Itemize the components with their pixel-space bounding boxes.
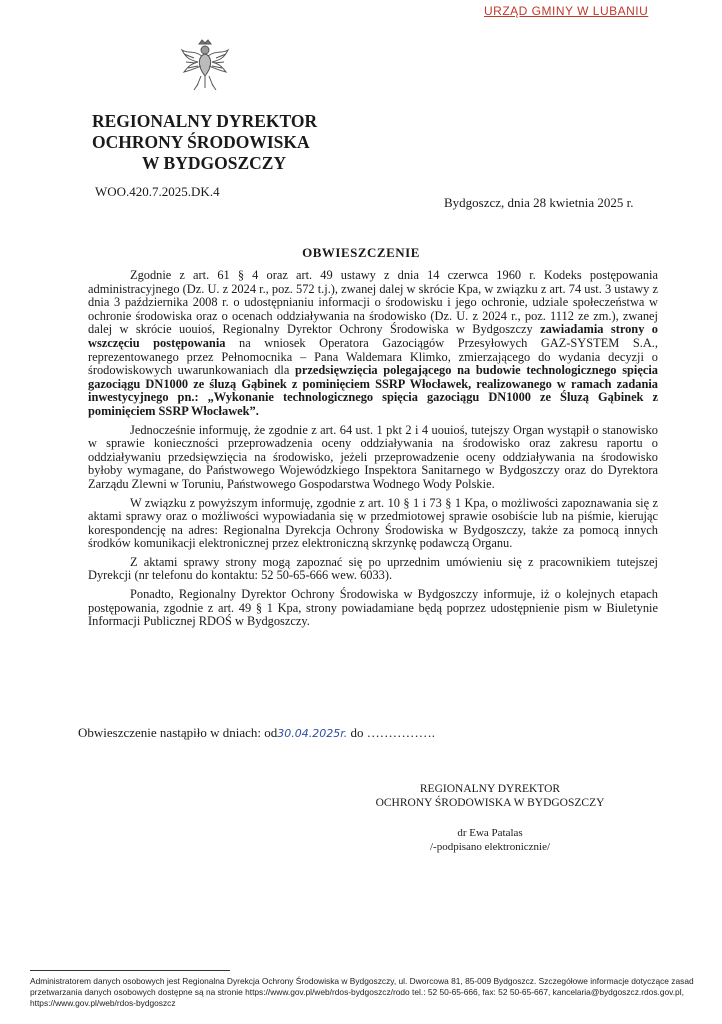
authority-header <box>92 111 317 174</box>
signer-details <box>360 826 620 854</box>
paragraph-2: Jednocześnie informuję, że zgodnie z art. 64 ust. 1 pkt 2 i 4 uouioś, tutejszy Organ wystąpił o stanowisko w sprawie konieczności przeprowadzenia oceny oddziaływania na środowisko oraz zakresu raportu o oddziaływaniu przedsięwzięcia na środowisko, jeżeli przeprowadzenie oceny oddziaływania na środowisko byłoby wymagane, do Państwowego Wojewódzkiego Inspektora Sanitarnego w Bydgoszczy oraz do Dyrektora Zarządu Zlewni w Toruniu, Państwowego Gospodarstwa Wodnego Wody Polskie. <box>88 422 658 491</box>
footer-privacy-note: Administratorem danych osobowych jest Regionalna Dyrekcja Ochrony Środowiska w Bydgoszczy, ul. Dworcowa 81, 85-009 Bydgoszcz. Szczegółowe informacje dotyczące zasad przetwarzania danych osobowych dostępne są na stronie https://www.gov.pl/web/rdos-bydgoszcz/rodo tel.: 52 50-65-666, fax: 52 50-65-667, kancelaria@bydgoszcz.rdos.gov.pl, https://www.gov.pl/web/rdos-bydgoszcz <box>30 976 694 1008</box>
paragraph-3: W związku z powyższym informuję, zgodnie z art. 10 § 1 i 73 § 1 Kpa, o możliwości zapoznawania się z aktami sprawy oraz o możliwości wypowiadania się w przedmiotowej sprawie osobiście lub na piśmie, kierując korespondencję na adres: Regionalna Dyrekcja Ochrony Środowiska w Bydgoszczy, także za pomocą innych środków komunikacji elektronicznej przez elektroniczną skrzynkę podawczą Organu. <box>88 495 658 551</box>
signer-name: dr Ewa Patalas <box>457 827 523 839</box>
footer-divider <box>30 970 230 971</box>
polish-eagle-emblem <box>180 38 230 94</box>
posting-from-date: 30.04.2025r. <box>277 727 348 740</box>
p1-bold-notice: zawiadamia strony o wszczęciu postępowania <box>88 322 658 350</box>
authority-line-1: REGIONALNY DYREKTOR <box>92 111 318 131</box>
p1-text-c: na wniosek Operatora Gazociągów Przesyłowych GAZ-SYSTEM S.A., reprezentowanego przez Pełnomocnika – Pana Waldemara Klimko, zmierzającego do wydania decyzji o środowiskowych uwarunkowaniach dla <box>88 335 658 378</box>
p1-text-a: Zgodnie z art. 61 § 4 oraz art. 49 ustawy z dnia 14 czerwca 1960 r. Kodeks postępowania administracyjnego (Dz. U. z 2024 r., poz. 572 t.j.), zwanej dalej w skrócie Kpa, w związku z art. 74 ust. 3 ustawy z dnia 3 października 2008 r. o udostępnianiu informacji o środowisku i jego ochronie, udziale społeczeństwa w ochronie środowiska oraz o ocenach oddziaływania na środowisko (Dz. U. z 2024 r., poz. 1112 ze zm.), zwanej dalej w skrócie uouioś, Regionalny Dyrektor Ochrony Środowiska w Bydgoszczy <box>88 268 658 337</box>
received-stamp: URZĄD GMINY W LUBANIU <box>484 4 649 18</box>
posting-period <box>78 725 435 741</box>
signer-title-2: OCHRONY ŚRODOWISKA W BYDGOSZCZY <box>375 797 605 809</box>
signature-note: /-podpisano elektronicznie/ <box>429 841 551 853</box>
authority-line-3: W BYDGOSZCZY <box>142 153 287 173</box>
posting-prefix: Obwieszczenie nastąpiło w dniach: od <box>78 725 278 740</box>
authority-line-2: OCHRONY ŚRODOWISKA <box>92 132 310 152</box>
paragraph-1 <box>88 269 658 419</box>
paragraph-5: Ponadto, Regionalny Dyrektor Ochrony Środowiska w Bydgoszczy informuje, iż o kolejnych etapach postępowania, zgodnie z art. 49 § 1 Kpa, strony powiadamiane będą poprzez udostępnienie pism w Biuletynie Informacji Publicznej RDOŚ w Bydgoszczy. <box>88 587 658 629</box>
document-title: OBWIESZCZENIE <box>302 245 420 260</box>
posting-to-label: do <box>347 725 367 740</box>
signer-title-1: REGIONALNY DYREKTOR <box>419 783 561 795</box>
case-reference: WOO.420.7.2025.DK.4 <box>95 184 220 199</box>
p1-bold-project: przedsięwzięcia polegającego na budowie technologicznego spięcia gazociągu DN1000 ze śluzą Gąbinek z pominięciem SSRP Włocławek, realizowanego w ramach zadania inwestycyjnego pn.: „Wykonanie technologicznego spięcia gazociągu DN1000 ze Śluzą Gąbinek z pominięciem SSRP Włocławek”. <box>88 363 658 418</box>
document-body <box>88 269 658 629</box>
posting-to-blank: ……………. <box>366 725 436 740</box>
document-date: Bydgoszcz, dnia 28 kwietnia 2025 r. <box>444 195 634 210</box>
signature-block <box>360 782 620 810</box>
paragraph-4: Z aktami sprawy strony mogą zapoznać się po uprzednim umówieniu się z pracownikiem tutejszej Dyrekcji (nr telefonu do kontaktu: 52 50-65-666 wew. 6033). <box>88 554 658 583</box>
